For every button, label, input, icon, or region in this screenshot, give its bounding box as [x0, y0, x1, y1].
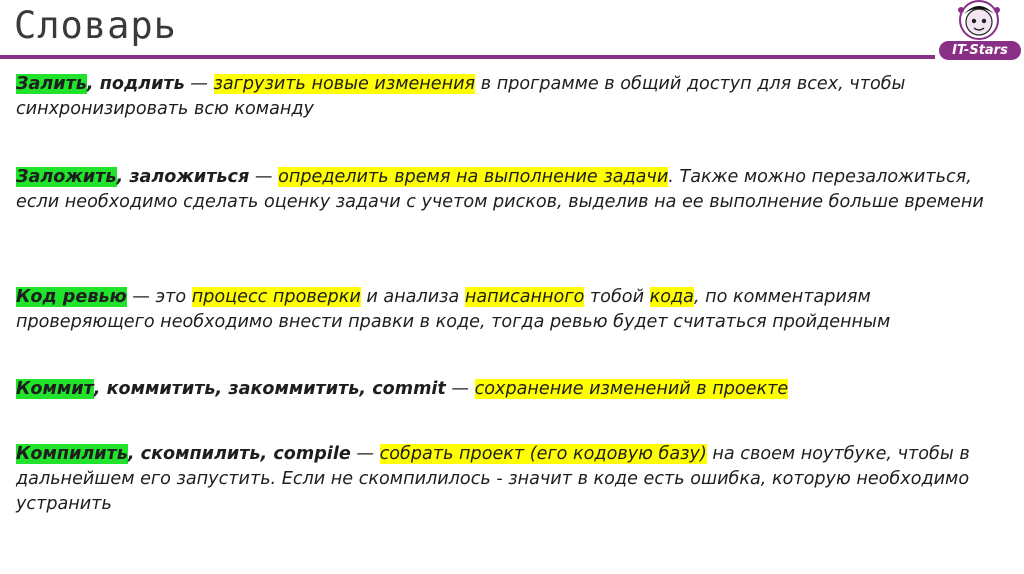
definition-highlight: собрать проект (его кодовую базу)	[379, 444, 707, 464]
definition-rest: . Также можно перезаложиться, если необходимо сделать оценку задачи с учетом рисков, выделив на ее выполнение больше времени	[16, 167, 984, 212]
definition-rest: , по комментариям проверяющего необходимо внести правки в коде, тогда ревью будет считаться пройденным	[16, 287, 891, 332]
definition-rest: в программе в общий доступ для всех, чтобы синхронизировать всю команду	[16, 74, 906, 119]
dash: —	[445, 379, 475, 399]
definition-text: тобой	[584, 287, 650, 307]
definition-text: и анализа	[360, 287, 465, 307]
definition-rest: на своем ноутбуке, чтобы в дальнейшем его запустить. Если не скомпилилось - значит в коде есть ошибка, которую необходимо устранить	[16, 444, 970, 514]
glossary-entry	[16, 285, 1006, 335]
term-aliases: , коммитить, закоммитить, commit	[93, 379, 446, 399]
dash: —	[350, 444, 380, 464]
logo-label: IT-Stars	[939, 41, 1021, 60]
definition-highlight: загрузить новые изменения	[213, 74, 476, 94]
definition-highlight: кода	[649, 287, 694, 307]
term-aliases: , заложиться	[116, 167, 250, 187]
term: Компилить	[16, 444, 128, 464]
term-aliases: , подлить	[86, 74, 185, 94]
definition-text: — это	[126, 287, 192, 307]
definition-highlight: сохранение изменений в проекте	[474, 379, 789, 399]
definition-highlight: определить время на выполнение задачи	[278, 167, 669, 187]
term: Коммит	[16, 379, 94, 399]
glossary-entry	[16, 442, 1006, 517]
title-divider	[0, 55, 935, 59]
glossary-entry	[16, 165, 1006, 215]
term: Код ревью	[16, 287, 127, 307]
term: Заложить	[16, 167, 117, 187]
dash: —	[249, 167, 279, 187]
definition-highlight: написанного	[464, 287, 585, 307]
definition-highlight: процесс проверки	[191, 287, 361, 307]
term: Залить	[16, 74, 87, 94]
dash: —	[184, 74, 214, 94]
term-aliases: , скомпилить, compile	[127, 444, 351, 464]
glossary-entry	[16, 377, 788, 402]
glossary-entry	[16, 72, 1006, 122]
page-title: Словарь	[14, 4, 177, 47]
